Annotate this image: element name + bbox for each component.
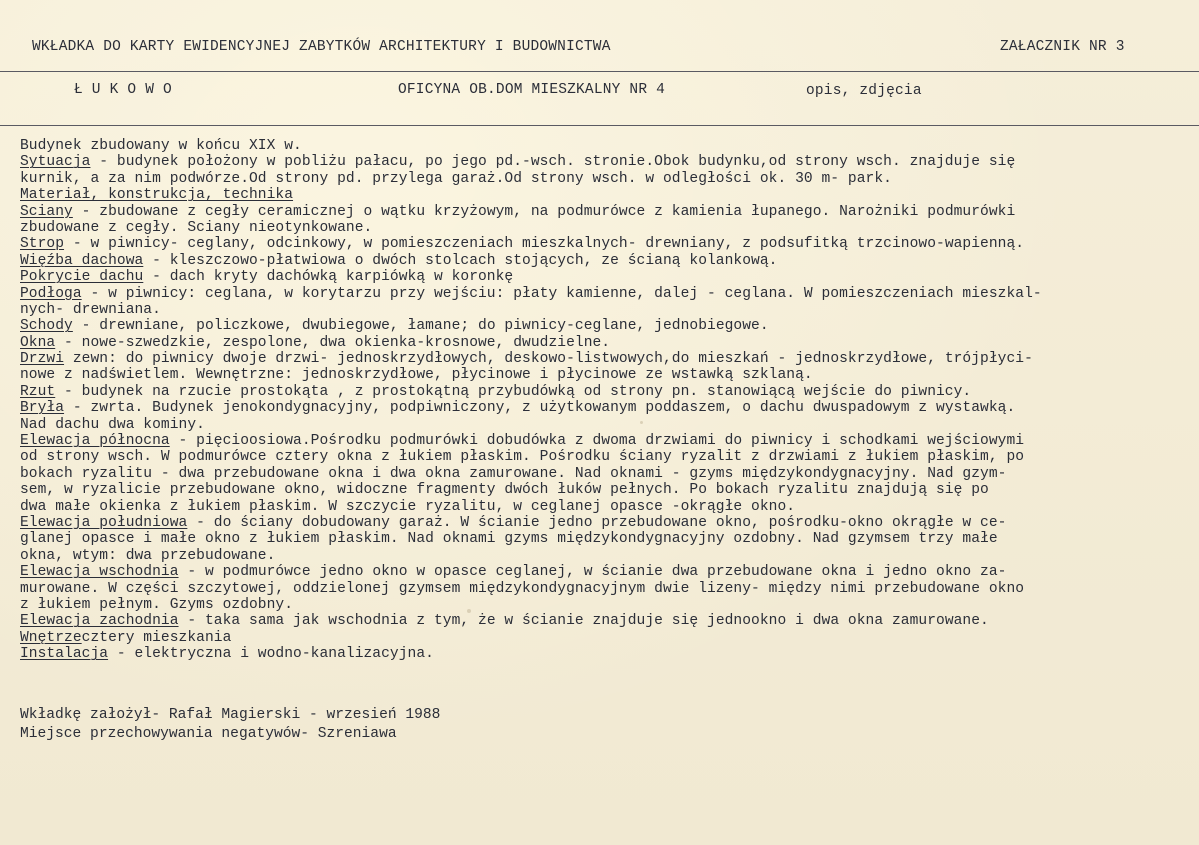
description-line: [20, 548, 1195, 564]
description-line: [20, 138, 1195, 154]
description-line: [20, 531, 1195, 547]
section-label: Elewacja wschodnia: [20, 564, 179, 581]
section-text: - w piwnicy: ceglana, w korytarzu przy wejściu: płaty kamienne, dalej - ceglana. W pomieszczeniach mieszkal-: [81, 285, 1042, 302]
description-body: [20, 138, 1195, 663]
section-text: od strony wsch. W podmurówce cztery okna z łukiem płaskim. Pośrodku ściany ryzalit z drzwiami z łukiem płaskim, po: [20, 449, 1025, 466]
description-line: [20, 433, 1195, 449]
description-line: [20, 367, 1195, 383]
section-text: bokach ryzalitu - dwa przebudowane okna i dwa okna zamurowane. Nad oknami - gzyms międzykondygnacyjny. Nad gzym-: [20, 465, 1007, 482]
card-title: WKŁADKA DO KARTY EWIDENCYJNEJ ZABYTKÓW ARCHITEKTURY I BUDOWNICTWA: [32, 39, 611, 55]
section-label: Materiał, konstrukcja, technika: [20, 187, 294, 204]
section-text: - kleszczowo-płatwiowa o dwóch stolcach stojących, ze ścianą kolankową.: [143, 252, 778, 269]
section-label: Elewacja południowa: [20, 514, 188, 531]
description-line: [20, 581, 1195, 597]
contents-note: opis, zdjęcia: [806, 83, 922, 99]
section-label: Sytuacja: [20, 154, 91, 171]
description-line: [20, 400, 1195, 416]
section-label: Okna: [20, 334, 56, 351]
section-label: Sciany: [20, 203, 73, 220]
header-divider-bottom: [0, 125, 1199, 126]
description-line: [20, 286, 1195, 302]
section-text: cztery mieszkania: [81, 629, 232, 646]
author-line: Wkładkę założył- Rafał Magierski - wrzesień 1988: [20, 707, 441, 723]
description-line: [20, 171, 1195, 187]
description-line: [20, 613, 1195, 629]
description-line: [20, 384, 1195, 400]
section-text: - budynek położony w pobliżu pałacu, po jego pd.-wsch. stronie.Obok budynku,od strony wsch. znajduje się: [90, 154, 1016, 171]
description-line: [20, 449, 1195, 465]
section-label: Strop: [20, 236, 65, 253]
footer: [20, 706, 440, 744]
description-line: [20, 302, 1195, 318]
description-line: [20, 597, 1195, 613]
section-text: zbudowane z cegły. Sciany nieotynkowane.: [20, 219, 373, 236]
description-line: [20, 236, 1195, 252]
description-line: [20, 335, 1195, 351]
section-text: okna, wtym: dwa przebudowane.: [20, 547, 276, 564]
section-text: - zbudowane z cegły ceramicznej o wątku krzyżowym, na podmurówce z kamienia łupanego. Narożniki podmurówki: [72, 203, 1016, 220]
section-label: Elewacja północna: [20, 433, 170, 450]
section-text: z łukiem pełnym. Gzyms ozdobny.: [20, 596, 294, 613]
section-text: nych- drewniana.: [20, 301, 161, 318]
section-text: - drewniane, policzkowe, dwubiegowe, łamane; do piwnicy-ceglane, jednobiegowe.: [72, 318, 769, 335]
description-line: [20, 220, 1195, 236]
annex-number: ZAŁACZNIK NR 3: [1000, 39, 1125, 55]
description-line: [20, 564, 1195, 580]
section-label: Pokrycie dachu: [20, 269, 144, 286]
object-name: OFICYNA OB.DOM MIESZKALNY NR 4: [398, 82, 666, 98]
description-line: [20, 515, 1195, 531]
paper-speck: [640, 421, 643, 424]
section-text: kurnik, a za nim podwórze.Od strony pd. przylega garaż.Od strony wsch. w odległości ok. 30 m- park.: [20, 170, 892, 187]
description-line: [20, 318, 1195, 334]
description-line: [20, 269, 1195, 285]
section-label: Więźba dachowa: [20, 252, 144, 269]
description-line: [20, 646, 1195, 662]
section-label: Schody: [20, 318, 73, 335]
description-line: [20, 417, 1195, 433]
section-label: Rzut: [20, 383, 56, 400]
description-line: [20, 499, 1195, 515]
section-text: Budynek zbudowany w końcu XIX w.: [20, 138, 302, 154]
place-name: Ł U K O W O: [74, 82, 172, 98]
description-line: [20, 187, 1195, 203]
section-label: Instalacja: [20, 646, 109, 663]
section-text: - zwrta. Budynek jenokondygnacyjny, podpiwniczony, z użytkowanym poddaszem, o dachu dwuspadowym z wystawką.: [64, 400, 1016, 417]
section-text: glanej opasce i małe okno z łukiem płaskim. Nad oknami gzyms międzykondygnacyjny ozdobny. Nad gzymsem trzy małe: [20, 531, 998, 548]
section-text: dwa małe okienka z łukiem płaskim. W szczycie ryzalitu, w ceglanej opasce -okrągłe okno.: [20, 498, 796, 515]
section-label: Elewacja zachodnia: [20, 613, 179, 630]
section-text: - elektryczna i wodno-kanalizacyjna.: [108, 646, 434, 663]
section-label: Drzwi: [20, 351, 65, 368]
description-line: [20, 630, 1195, 646]
header-divider-top: [0, 71, 1199, 72]
description-line: [20, 253, 1195, 269]
description-line: [20, 482, 1195, 498]
section-text: - budynek na rzucie prostokąta , z prostokątną przybudówką od strony pn. stanowiącą wejście do piwnicy.: [55, 383, 972, 400]
section-text: - nowe-szwedzkie, zespolone, dwa okienka-krosnowe, dwudzielne.: [55, 334, 611, 351]
description-line: [20, 204, 1195, 220]
section-label: Podłoga: [20, 285, 82, 302]
section-text: murowane. W części szczytowej, oddzielonej gzymsem międzykondygnacyjnym dwie lizeny- między nimi przebudowane okno: [20, 580, 1025, 597]
section-label: Wnętrze: [20, 629, 82, 646]
paper-speck: [467, 609, 471, 613]
description-line: [20, 154, 1195, 170]
negatives-location: Miejsce przechowywania negatywów- Szreniawa: [20, 726, 397, 742]
section-text: - do ściany dobudowany garaż. W ścianie jedno przebudowane okno, pośrodku-okno okrągłe w ce-: [187, 514, 1007, 531]
section-text: Nad dachu dwa kominy.: [20, 416, 205, 433]
description-line: [20, 466, 1195, 482]
section-text: - taka sama jak wschodnia z tym, że w ścianie znajduje się jednookno i dwa okna zamurowane.: [178, 613, 989, 630]
section-text: nowe z nadświetlem. Wewnętrzne: jednoskrzydłowe, płycinowe i płycinowe ze wstawką szklaną.: [20, 367, 813, 384]
section-text: - w piwnicy- ceglany, odcinkowy, w pomieszczeniach mieszkalnych- drewniany, z podsufitką trzcinowo-wapienną.: [64, 236, 1025, 253]
description-line: [20, 351, 1195, 367]
section-text: - dach kryty dachówką karpiówką w koronkę: [143, 269, 514, 286]
section-text: zewn: do piwnicy dwoje drzwi- jednoskrzydłowych, deskowo-listwowych,do mieszkań - jednoskrzydłowe, trójpłyci-: [64, 351, 1033, 368]
section-text: - pięcioosiowa.Pośrodku podmurówki dobudówka z dwoma drzwiami do piwnicy i schodkami wejściowymi: [169, 433, 1025, 450]
section-label: Bryła: [20, 400, 65, 417]
section-text: sem, w ryzalicie przebudowane okno, widoczne fragmenty dwóch łuków pełnych. Po bokach ryzalitu znajdują się po: [20, 482, 989, 499]
section-text: - w podmurówce jedno okno w opasce ceglanej, w ścianie dwa przebudowane okna i jedno okno za-: [178, 564, 1007, 581]
